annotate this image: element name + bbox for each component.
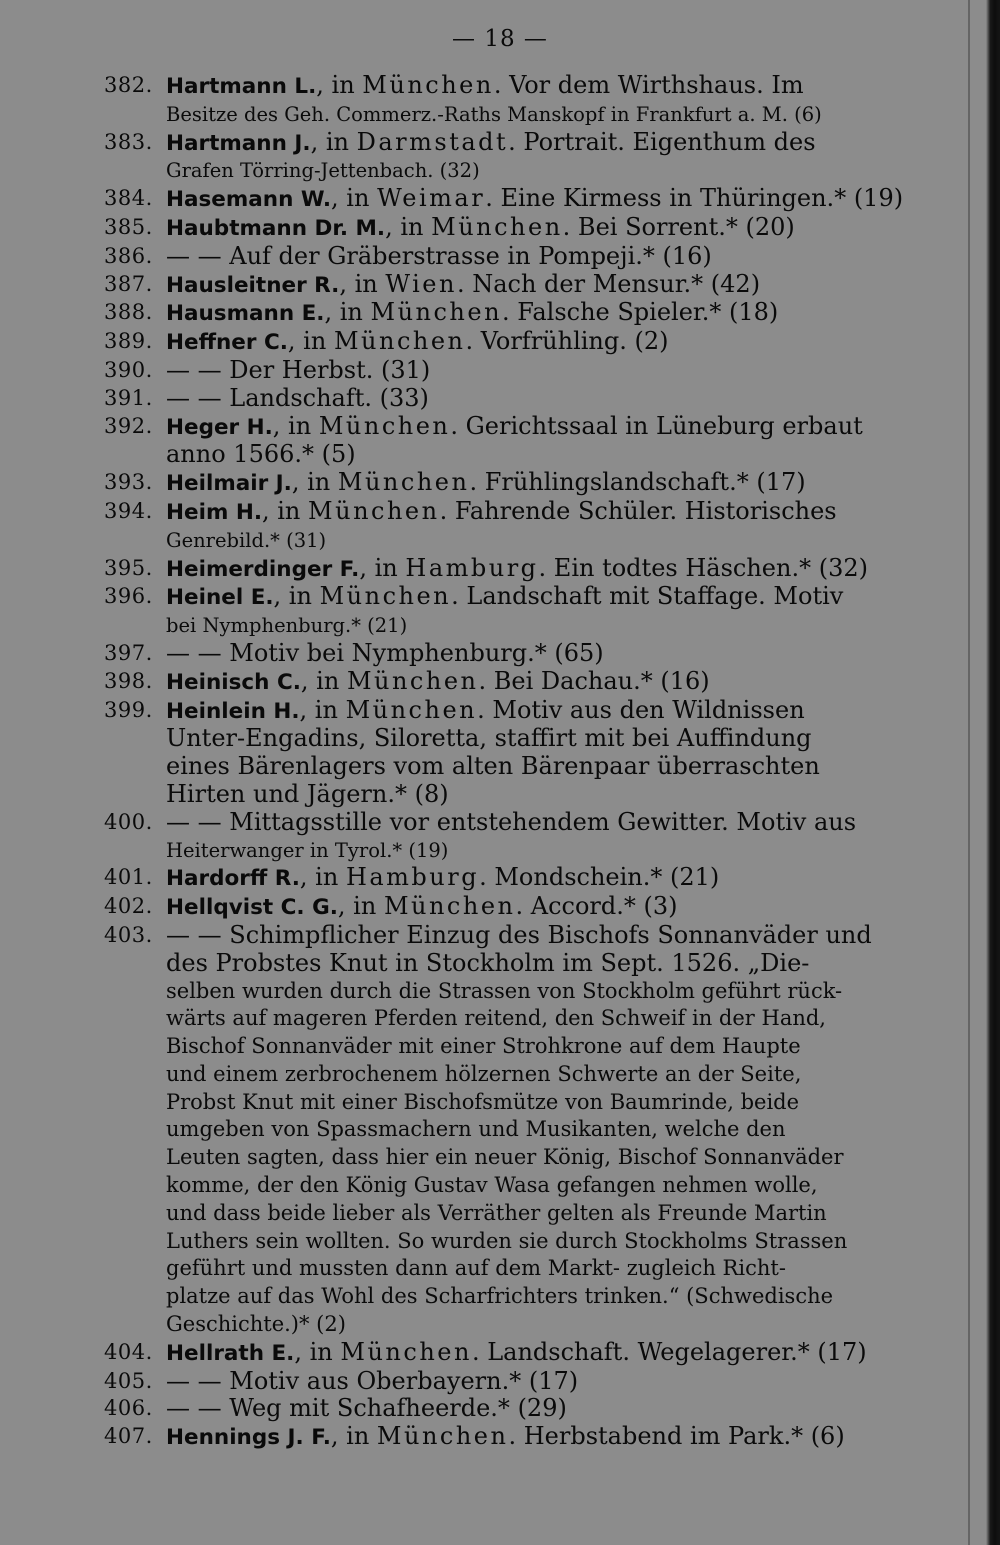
artist-name: Hausleitner R.: [166, 272, 340, 298]
artwork-title: . Fahrende Schüler. Historisches: [439, 496, 837, 525]
city-name: München: [318, 411, 451, 440]
city-name: Hamburg: [345, 863, 480, 892]
catalog-entry: [104, 243, 944, 271]
location-prefix: , in: [299, 863, 346, 892]
city-name: München: [362, 71, 494, 99]
entry-text: Hirten und Jägern.* (8): [166, 779, 449, 808]
entry-line: [166, 1228, 944, 1256]
entry-number: 396.: [104, 584, 153, 609]
entry-number: 403.: [104, 922, 153, 947]
catalog-entry: [104, 72, 944, 129]
artwork-title: . Bei Sorrent.* (20): [562, 212, 795, 241]
location-prefix: , in: [273, 582, 320, 611]
artwork-title: . Gerichtssaal in Lüneburg erbaut: [450, 411, 863, 440]
catalog-entry: [104, 357, 944, 385]
entry-line: [166, 950, 944, 978]
entry-text: Genrebild.* (31): [166, 528, 327, 552]
entry-line: [166, 612, 944, 640]
artist-name: Hartmann L.: [166, 74, 317, 99]
artist-name: Hasemann W.: [166, 187, 332, 213]
entry-text: Luthers sein wollten. So wurden sie durch Stockholms Strassen: [166, 1228, 848, 1253]
artwork-title: . Accord.* (3): [515, 892, 678, 921]
entry-number: 386.: [104, 243, 153, 268]
catalog-entry: [104, 1368, 944, 1396]
entry-text: — — Motiv bei Nymphenburg.* (65): [166, 638, 604, 667]
entry-text: Bischof Sonnanväder mit einer Strohkrone auf dem Haupte: [166, 1034, 801, 1059]
catalog-entry: [104, 809, 944, 865]
city-name: München: [340, 1337, 472, 1366]
entry-number: 395.: [104, 555, 153, 580]
catalog-entry: [104, 922, 944, 1339]
city-name: München: [337, 468, 470, 497]
artist-name: Heimerdinger F.: [166, 556, 360, 582]
entry-line: [166, 1116, 944, 1144]
catalog-entry: [104, 583, 944, 640]
entry-number: 402.: [104, 894, 153, 919]
city-name: München: [319, 582, 452, 611]
catalog-entry: [104, 271, 944, 300]
entry-line: [166, 214, 944, 243]
entry-line: [166, 1395, 944, 1423]
catalog-entry: [104, 668, 944, 697]
artwork-title: . Bei Dachau.* (16): [478, 666, 710, 695]
location-prefix: , in: [287, 327, 334, 356]
artist-name: Heffner C.: [166, 330, 288, 356]
entry-line: [166, 1200, 944, 1228]
artwork-title: . Nach der Mensur.* (42): [456, 269, 761, 298]
entry-text: — — Der Herbst. (31): [166, 355, 431, 384]
entry-line: [166, 129, 944, 158]
location-prefix: , in: [359, 553, 406, 582]
catalog-entry: [104, 385, 944, 413]
entry-text: geführt und mussten dann auf dem Markt- zugleich Richt-: [166, 1256, 786, 1281]
entry-line: [166, 1144, 944, 1172]
catalog-entry: [104, 697, 944, 809]
entry-number: 390.: [104, 357, 153, 382]
entry-text: eines Bärenlagers vom alten Bärenpaar überraschten: [166, 752, 820, 781]
entry-text: Probst Knut mit einer Bischofsmütze von Baumrinde, beide: [166, 1089, 800, 1114]
artist-name: Heinel E.: [166, 585, 274, 611]
entry-number: 394.: [104, 498, 153, 523]
catalog-entry: [104, 214, 944, 243]
entry-number: 393.: [104, 470, 153, 495]
entry-number: 404.: [104, 1339, 153, 1364]
entry-line: [166, 72, 944, 101]
artwork-title: . Landschaft. Wegelagerer.* (17): [471, 1337, 867, 1366]
entry-number: 400.: [104, 809, 153, 834]
city-name: München: [370, 298, 503, 327]
entry-line: [166, 385, 944, 413]
entry-text: und einem zerbrochenem hölzernen Schwerte an der Seite,: [166, 1061, 802, 1086]
location-prefix: , in: [310, 127, 357, 156]
artist-name: Heim H.: [166, 499, 262, 525]
city-name: Hamburg: [405, 553, 539, 582]
entry-number: 401.: [104, 865, 153, 890]
scan-edge-shadow: [986, 0, 1000, 1545]
catalog-entry: [104, 413, 944, 470]
entry-line: [166, 893, 944, 922]
catalog-entry: [104, 1423, 944, 1452]
catalog-entry: [104, 328, 944, 357]
entry-line: [166, 271, 944, 300]
artist-name: Hellqvist C. G.: [166, 895, 338, 921]
entry-line: [166, 157, 944, 185]
entry-text: wärts auf mageren Pferden reitend, den Schweif in der Hand,: [166, 1006, 826, 1031]
location-prefix: , in: [262, 496, 309, 525]
entry-line: [166, 753, 944, 781]
entry-line: [166, 357, 944, 385]
entry-line: [166, 668, 944, 697]
city-name: München: [346, 666, 479, 695]
location-prefix: , in: [339, 269, 386, 298]
page-number: — 18 —: [452, 26, 548, 52]
entry-text: — — Weg mit Schafheerde.* (29): [166, 1394, 567, 1423]
catalog-entry: [104, 864, 944, 893]
entry-text: — — Schimpflicher Einzug des Bischofs Sonnanväder und: [166, 920, 872, 949]
artist-name: Haubtmann Dr. M.: [166, 215, 386, 241]
location-prefix: , in: [331, 184, 378, 213]
artist-name: Hardorff R.: [166, 866, 300, 892]
entry-line: [166, 469, 944, 498]
artwork-title: . Ein todtes Häschen.* (32): [538, 553, 868, 582]
artist-name: Heinlein H.: [166, 698, 300, 724]
entry-number: 387.: [104, 271, 153, 296]
entry-line: [166, 328, 944, 357]
entry-number: 388.: [104, 300, 153, 325]
entry-line: [166, 583, 944, 612]
catalog-entry: [104, 185, 944, 214]
city-name: München: [383, 892, 516, 921]
entry-number: 398.: [104, 668, 153, 693]
entry-line: [166, 185, 944, 214]
page-fold-line: [968, 0, 970, 1545]
location-prefix: , in: [330, 1422, 377, 1451]
location-prefix: , in: [299, 695, 346, 724]
entry-line: [166, 498, 944, 527]
entry-line: [166, 1061, 944, 1089]
entry-line: [166, 837, 944, 865]
entry-text: platze auf das Wohl des Scharfrichters trinken.“ (Schwedische: [166, 1284, 834, 1309]
location-prefix: , in: [385, 212, 432, 241]
artwork-title: . Portrait. Eigenthum des: [508, 127, 816, 156]
city-name: München: [333, 327, 466, 356]
entry-number: 382.: [104, 73, 153, 97]
entry-line: [166, 864, 944, 893]
entry-number: 383.: [104, 129, 153, 154]
city-name: Wien: [385, 269, 457, 298]
entry-line: [166, 725, 944, 753]
entry-line: [166, 1255, 944, 1283]
artwork-title: . Mondschein.* (21): [479, 863, 720, 892]
entry-text: und dass beide lieber als Verräther gelten als Freunde Martin: [166, 1200, 827, 1225]
artwork-title: . Falsche Spieler.* (18): [502, 298, 779, 327]
entry-text: — — Mittagsstille vor entstehendem Gewitter. Motiv aus: [166, 807, 857, 836]
entry-text: des Probstes Knut in Stockholm im Sept. 1526. „Die-: [166, 948, 810, 977]
entry-number: 385.: [104, 214, 153, 239]
entry-line: [166, 1283, 944, 1311]
entry-line: [166, 1033, 944, 1061]
entry-text: Leuten sagten, dass hier ein neuer König, Bischof Sonnanväder: [166, 1145, 844, 1170]
entry-line: [166, 1311, 944, 1339]
entry-number: 391.: [104, 385, 153, 410]
catalog-entry: [104, 469, 944, 498]
entry-line: [166, 922, 944, 950]
entry-line: [166, 781, 944, 809]
entry-line: [166, 555, 944, 584]
entry-text: umgeben von Spassmachern und Musikanten, welche den: [166, 1117, 786, 1142]
catalog-entries: [104, 72, 944, 1452]
city-name: Weimar: [377, 184, 486, 213]
city-name: München: [431, 212, 563, 241]
entry-text: — — Auf der Gräberstrasse in Pompeji.* (16): [166, 241, 712, 270]
artwork-title: . Vorfrühling. (2): [465, 327, 669, 356]
entry-line: [166, 1339, 944, 1368]
entry-text: Besitze des Geh. Commerz.-Raths Manskopf in Frankfurt a. M. (6): [166, 102, 822, 126]
entry-number: 406.: [104, 1396, 153, 1421]
artwork-title: . Vor dem Wirthshaus. Im: [493, 71, 804, 99]
entry-line: [166, 413, 944, 442]
entry-line: [166, 1005, 944, 1033]
catalog-entry: [104, 893, 944, 922]
entry-number: 405.: [104, 1368, 153, 1393]
catalog-entry: [104, 555, 944, 584]
entry-line: [166, 697, 944, 726]
entry-line: [166, 1089, 944, 1117]
entry-text: Grafen Törring-Jettenbach. (32): [166, 159, 480, 183]
entry-text: — — Motiv aus Oberbayern.* (17): [166, 1366, 579, 1395]
artist-name: Heinisch C.: [166, 669, 301, 695]
entry-text: selben wurden durch die Strassen von Stockholm geführt rück-: [166, 978, 843, 1003]
location-prefix: , in: [316, 71, 363, 99]
catalog-entry: [104, 640, 944, 668]
entry-line: [166, 243, 944, 271]
location-prefix: , in: [337, 892, 384, 921]
entry-line: [166, 1172, 944, 1200]
entry-number: 384.: [104, 186, 153, 211]
artist-name: Heilmair J.: [166, 471, 292, 497]
entry-line: [166, 299, 944, 328]
city-name: München: [308, 496, 440, 525]
artist-name: Hellrath E.: [166, 1340, 295, 1366]
location-prefix: , in: [272, 411, 319, 440]
artwork-title: . Landschaft mit Staffage. Motiv: [451, 582, 844, 611]
artist-name: Heger H.: [166, 414, 273, 440]
entry-number: 407.: [104, 1424, 153, 1449]
location-prefix: , in: [300, 666, 347, 695]
entry-line: [166, 101, 944, 129]
entry-text: Unter-Engadins, Siloretta, staffirt mit bei Auffindung: [166, 724, 812, 753]
entry-text: komme, der den König Gustav Wasa gefangen nehmen wolle,: [166, 1173, 818, 1198]
artwork-title: . Frühlingslandschaft.* (17): [469, 468, 806, 497]
entry-line: [166, 1368, 944, 1396]
entry-line: [166, 527, 944, 555]
city-name: München: [376, 1422, 509, 1451]
catalog-entry: [104, 498, 944, 555]
entry-line: [166, 441, 944, 469]
entry-line: [166, 640, 944, 668]
entry-line: [166, 1423, 944, 1452]
entry-text: Geschichte.)* (2): [166, 1312, 346, 1337]
artwork-title: . Motiv aus den Wildnissen: [477, 695, 805, 724]
artwork-title: . Herbstabend im Park.* (6): [508, 1422, 845, 1451]
location-prefix: , in: [324, 298, 371, 327]
entry-text: bei Nymphenburg.* (21): [166, 614, 408, 638]
catalog-entry: [104, 129, 944, 186]
entry-line: [166, 809, 944, 837]
artist-name: Hausmann E.: [166, 301, 325, 327]
entry-line: [166, 978, 944, 1006]
entry-text: — — Landschaft. (33): [166, 383, 429, 412]
city-name: Darmstadt: [356, 127, 509, 156]
entry-number: 392.: [104, 413, 153, 438]
entry-number: 397.: [104, 640, 153, 665]
artwork-title: . Eine Kirmess in Thüringen.* (19): [485, 184, 904, 213]
artist-name: Hennings J. F.: [166, 1425, 331, 1451]
entry-number: 389.: [104, 329, 153, 354]
entry-text: anno 1566.* (5): [166, 440, 356, 469]
location-prefix: , in: [291, 468, 338, 497]
catalog-entry: [104, 1339, 944, 1368]
entry-text: Heiterwanger in Tyrol.* (19): [166, 838, 449, 862]
location-prefix: , in: [294, 1337, 341, 1366]
catalog-entry: [104, 1395, 944, 1423]
catalog-entry: [104, 299, 944, 328]
entry-number: 399.: [104, 697, 153, 722]
city-name: München: [345, 695, 478, 724]
artist-name: Hartmann J.: [166, 130, 311, 156]
